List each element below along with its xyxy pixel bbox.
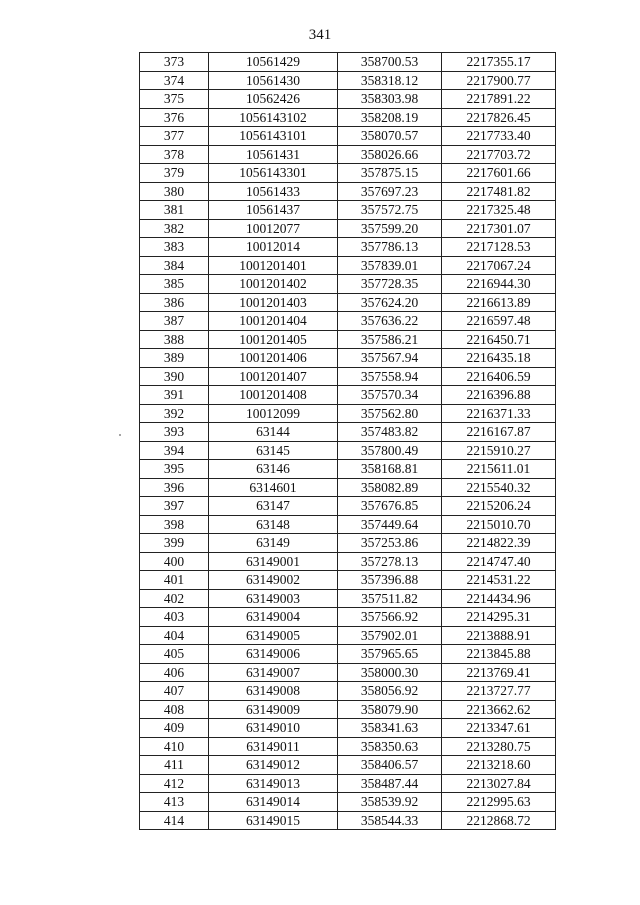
table-row [140, 663, 556, 682]
point-number-cell: 393 [140, 423, 209, 442]
point-id-cell: 63149004 [209, 608, 338, 627]
table-row [140, 256, 556, 275]
y-coordinate-cell: 2216944.30 [442, 275, 556, 294]
table-row [140, 108, 556, 127]
point-id-cell: 6314601 [209, 478, 338, 497]
point-id-cell: 63145 [209, 441, 338, 460]
point-id-cell: 63149009 [209, 700, 338, 719]
point-id-cell: 1001201404 [209, 312, 338, 331]
table-row [140, 182, 556, 201]
point-id-cell: 63149006 [209, 645, 338, 664]
point-id-cell: 1056143101 [209, 127, 338, 146]
table-row [140, 793, 556, 812]
x-coordinate-cell: 358070.57 [338, 127, 442, 146]
table-row [140, 53, 556, 72]
table-row [140, 164, 556, 183]
y-coordinate-cell: 2216450.71 [442, 330, 556, 349]
x-coordinate-cell: 357599.20 [338, 219, 442, 238]
x-coordinate-cell: 357396.88 [338, 571, 442, 590]
table-row [140, 811, 556, 830]
y-coordinate-cell: 2216396.88 [442, 386, 556, 405]
table-row [140, 515, 556, 534]
table-row [140, 682, 556, 701]
y-coordinate-cell: 2214822.39 [442, 534, 556, 553]
y-coordinate-cell: 2213027.84 [442, 774, 556, 793]
x-coordinate-cell: 357697.23 [338, 182, 442, 201]
point-number-cell: 413 [140, 793, 209, 812]
x-coordinate-cell: 358318.12 [338, 71, 442, 90]
point-number-cell: 386 [140, 293, 209, 312]
point-id-cell: 10012014 [209, 238, 338, 257]
point-id-cell: 63149005 [209, 626, 338, 645]
point-number-cell: 394 [140, 441, 209, 460]
table-row [140, 145, 556, 164]
point-id-cell: 1001201401 [209, 256, 338, 275]
y-coordinate-cell: 2216435.18 [442, 349, 556, 368]
y-coordinate-cell: 2217301.07 [442, 219, 556, 238]
point-number-cell: 411 [140, 756, 209, 775]
table-row [140, 71, 556, 90]
table-row [140, 404, 556, 423]
x-coordinate-cell: 358303.98 [338, 90, 442, 109]
point-id-cell: 10012077 [209, 219, 338, 238]
point-id-cell: 10561429 [209, 53, 338, 72]
y-coordinate-cell: 2216406.59 [442, 367, 556, 386]
y-coordinate-cell: 2214434.96 [442, 589, 556, 608]
point-number-cell: 389 [140, 349, 209, 368]
table-row [140, 423, 556, 442]
table-row [140, 571, 556, 590]
x-coordinate-cell: 357570.34 [338, 386, 442, 405]
y-coordinate-cell: 2217733.40 [442, 127, 556, 146]
x-coordinate-cell: 357875.15 [338, 164, 442, 183]
point-number-cell: 399 [140, 534, 209, 553]
y-coordinate-cell: 2213845.88 [442, 645, 556, 664]
y-coordinate-cell: 2213218.60 [442, 756, 556, 775]
table-row [140, 534, 556, 553]
table-row [140, 589, 556, 608]
point-id-cell: 63149003 [209, 589, 338, 608]
point-number-cell: 384 [140, 256, 209, 275]
table-row [140, 478, 556, 497]
y-coordinate-cell: 2213888.91 [442, 626, 556, 645]
point-number-cell: 392 [140, 404, 209, 423]
point-id-cell: 10561437 [209, 201, 338, 220]
point-id-cell: 63149014 [209, 793, 338, 812]
point-number-cell: 402 [140, 589, 209, 608]
x-coordinate-cell: 358350.63 [338, 737, 442, 756]
point-number-cell: 381 [140, 201, 209, 220]
point-id-cell: 63149010 [209, 719, 338, 738]
y-coordinate-cell: 2215540.32 [442, 478, 556, 497]
point-number-cell: 375 [140, 90, 209, 109]
y-coordinate-cell: 2213280.75 [442, 737, 556, 756]
y-coordinate-cell: 2216597.48 [442, 312, 556, 331]
point-number-cell: 374 [140, 71, 209, 90]
x-coordinate-cell: 357728.35 [338, 275, 442, 294]
table-row [140, 330, 556, 349]
table-row [140, 774, 556, 793]
x-coordinate-cell: 358539.92 [338, 793, 442, 812]
coordinates-table-body [140, 53, 556, 830]
table-row [140, 552, 556, 571]
x-coordinate-cell: 357567.94 [338, 349, 442, 368]
y-coordinate-cell: 2217067.24 [442, 256, 556, 275]
point-id-cell: 63146 [209, 460, 338, 479]
point-id-cell: 63148 [209, 515, 338, 534]
point-number-cell: 409 [140, 719, 209, 738]
table-row [140, 312, 556, 331]
x-coordinate-cell: 357562.80 [338, 404, 442, 423]
point-id-cell: 10561430 [209, 71, 338, 90]
table-row [140, 626, 556, 645]
y-coordinate-cell: 2214531.22 [442, 571, 556, 590]
point-id-cell: 63149 [209, 534, 338, 553]
point-number-cell: 412 [140, 774, 209, 793]
point-id-cell: 63149002 [209, 571, 338, 590]
point-id-cell: 1001201405 [209, 330, 338, 349]
table-row [140, 645, 556, 664]
point-id-cell: 63147 [209, 497, 338, 516]
table-row [140, 127, 556, 146]
x-coordinate-cell: 357902.01 [338, 626, 442, 645]
point-number-cell: 408 [140, 700, 209, 719]
x-coordinate-cell: 358208.19 [338, 108, 442, 127]
y-coordinate-cell: 2213347.61 [442, 719, 556, 738]
x-coordinate-cell: 357800.49 [338, 441, 442, 460]
table-row [140, 460, 556, 479]
point-number-cell: 380 [140, 182, 209, 201]
y-coordinate-cell: 2216371.33 [442, 404, 556, 423]
table-row [140, 608, 556, 627]
x-coordinate-cell: 357676.85 [338, 497, 442, 516]
table-row [140, 737, 556, 756]
x-coordinate-cell: 357511.82 [338, 589, 442, 608]
x-coordinate-cell: 357839.01 [338, 256, 442, 275]
point-id-cell: 63149007 [209, 663, 338, 682]
y-coordinate-cell: 2215010.70 [442, 515, 556, 534]
point-id-cell: 63144 [209, 423, 338, 442]
point-id-cell: 1056143102 [209, 108, 338, 127]
y-coordinate-cell: 2217601.66 [442, 164, 556, 183]
scan-speck [119, 434, 121, 436]
point-number-cell: 400 [140, 552, 209, 571]
point-id-cell: 10561433 [209, 182, 338, 201]
table-row [140, 90, 556, 109]
x-coordinate-cell: 357965.65 [338, 645, 442, 664]
y-coordinate-cell: 2216167.87 [442, 423, 556, 442]
table-row [140, 756, 556, 775]
y-coordinate-cell: 2213662.62 [442, 700, 556, 719]
point-id-cell: 10561431 [209, 145, 338, 164]
point-number-cell: 382 [140, 219, 209, 238]
y-coordinate-cell: 2217325.48 [442, 201, 556, 220]
point-number-cell: 398 [140, 515, 209, 534]
point-number-cell: 377 [140, 127, 209, 146]
table-row [140, 441, 556, 460]
y-coordinate-cell: 2215611.01 [442, 460, 556, 479]
table-row [140, 219, 556, 238]
x-coordinate-cell: 357253.86 [338, 534, 442, 553]
y-coordinate-cell: 2212868.72 [442, 811, 556, 830]
point-number-cell: 378 [140, 145, 209, 164]
y-coordinate-cell: 2215910.27 [442, 441, 556, 460]
point-number-cell: 407 [140, 682, 209, 701]
x-coordinate-cell: 357278.13 [338, 552, 442, 571]
x-coordinate-cell: 358082.89 [338, 478, 442, 497]
y-coordinate-cell: 2217703.72 [442, 145, 556, 164]
table-row [140, 719, 556, 738]
page-number: 341 [308, 27, 332, 43]
point-id-cell: 1056143301 [209, 164, 338, 183]
y-coordinate-cell: 2217481.82 [442, 182, 556, 201]
x-coordinate-cell: 357566.92 [338, 608, 442, 627]
point-number-cell: 403 [140, 608, 209, 627]
table-row [140, 238, 556, 257]
point-number-cell: 397 [140, 497, 209, 516]
y-coordinate-cell: 2217128.53 [442, 238, 556, 257]
y-coordinate-cell: 2213769.41 [442, 663, 556, 682]
point-id-cell: 63149013 [209, 774, 338, 793]
table-row [140, 497, 556, 516]
point-id-cell: 1001201403 [209, 293, 338, 312]
point-number-cell: 414 [140, 811, 209, 830]
point-id-cell: 1001201407 [209, 367, 338, 386]
table-row [140, 700, 556, 719]
point-id-cell: 63149008 [209, 682, 338, 701]
point-number-cell: 401 [140, 571, 209, 590]
x-coordinate-cell: 357636.22 [338, 312, 442, 331]
x-coordinate-cell: 357558.94 [338, 367, 442, 386]
x-coordinate-cell: 358544.33 [338, 811, 442, 830]
x-coordinate-cell: 358000.30 [338, 663, 442, 682]
point-number-cell: 387 [140, 312, 209, 331]
y-coordinate-cell: 2217891.22 [442, 90, 556, 109]
x-coordinate-cell: 357786.13 [338, 238, 442, 257]
point-number-cell: 391 [140, 386, 209, 405]
point-number-cell: 373 [140, 53, 209, 72]
point-id-cell: 63149001 [209, 552, 338, 571]
point-number-cell: 383 [140, 238, 209, 257]
y-coordinate-cell: 2215206.24 [442, 497, 556, 516]
x-coordinate-cell: 358168.81 [338, 460, 442, 479]
x-coordinate-cell: 358406.57 [338, 756, 442, 775]
y-coordinate-cell: 2217355.17 [442, 53, 556, 72]
x-coordinate-cell: 357483.82 [338, 423, 442, 442]
point-number-cell: 388 [140, 330, 209, 349]
y-coordinate-cell: 2214295.31 [442, 608, 556, 627]
point-id-cell: 63149011 [209, 737, 338, 756]
point-number-cell: 376 [140, 108, 209, 127]
point-number-cell: 405 [140, 645, 209, 664]
x-coordinate-cell: 358487.44 [338, 774, 442, 793]
point-id-cell: 1001201408 [209, 386, 338, 405]
point-number-cell: 406 [140, 663, 209, 682]
coordinates-table [139, 52, 556, 830]
point-id-cell: 10562426 [209, 90, 338, 109]
x-coordinate-cell: 358056.92 [338, 682, 442, 701]
x-coordinate-cell: 357572.75 [338, 201, 442, 220]
point-id-cell: 1001201402 [209, 275, 338, 294]
y-coordinate-cell: 2217826.45 [442, 108, 556, 127]
table-row [140, 349, 556, 368]
table-row [140, 201, 556, 220]
x-coordinate-cell: 358341.63 [338, 719, 442, 738]
point-number-cell: 395 [140, 460, 209, 479]
x-coordinate-cell: 357449.64 [338, 515, 442, 534]
x-coordinate-cell: 357624.20 [338, 293, 442, 312]
table-row [140, 293, 556, 312]
x-coordinate-cell: 358026.66 [338, 145, 442, 164]
table-row [140, 367, 556, 386]
x-coordinate-cell: 358700.53 [338, 53, 442, 72]
table-row [140, 386, 556, 405]
point-number-cell: 385 [140, 275, 209, 294]
y-coordinate-cell: 2216613.89 [442, 293, 556, 312]
point-number-cell: 390 [140, 367, 209, 386]
point-number-cell: 379 [140, 164, 209, 183]
point-id-cell: 10012099 [209, 404, 338, 423]
x-coordinate-cell: 358079.90 [338, 700, 442, 719]
point-id-cell: 63149015 [209, 811, 338, 830]
point-number-cell: 410 [140, 737, 209, 756]
point-number-cell: 404 [140, 626, 209, 645]
point-id-cell: 1001201406 [209, 349, 338, 368]
point-id-cell: 63149012 [209, 756, 338, 775]
y-coordinate-cell: 2213727.77 [442, 682, 556, 701]
y-coordinate-cell: 2212995.63 [442, 793, 556, 812]
y-coordinate-cell: 2214747.40 [442, 552, 556, 571]
x-coordinate-cell: 357586.21 [338, 330, 442, 349]
table-row [140, 275, 556, 294]
point-number-cell: 396 [140, 478, 209, 497]
y-coordinate-cell: 2217900.77 [442, 71, 556, 90]
